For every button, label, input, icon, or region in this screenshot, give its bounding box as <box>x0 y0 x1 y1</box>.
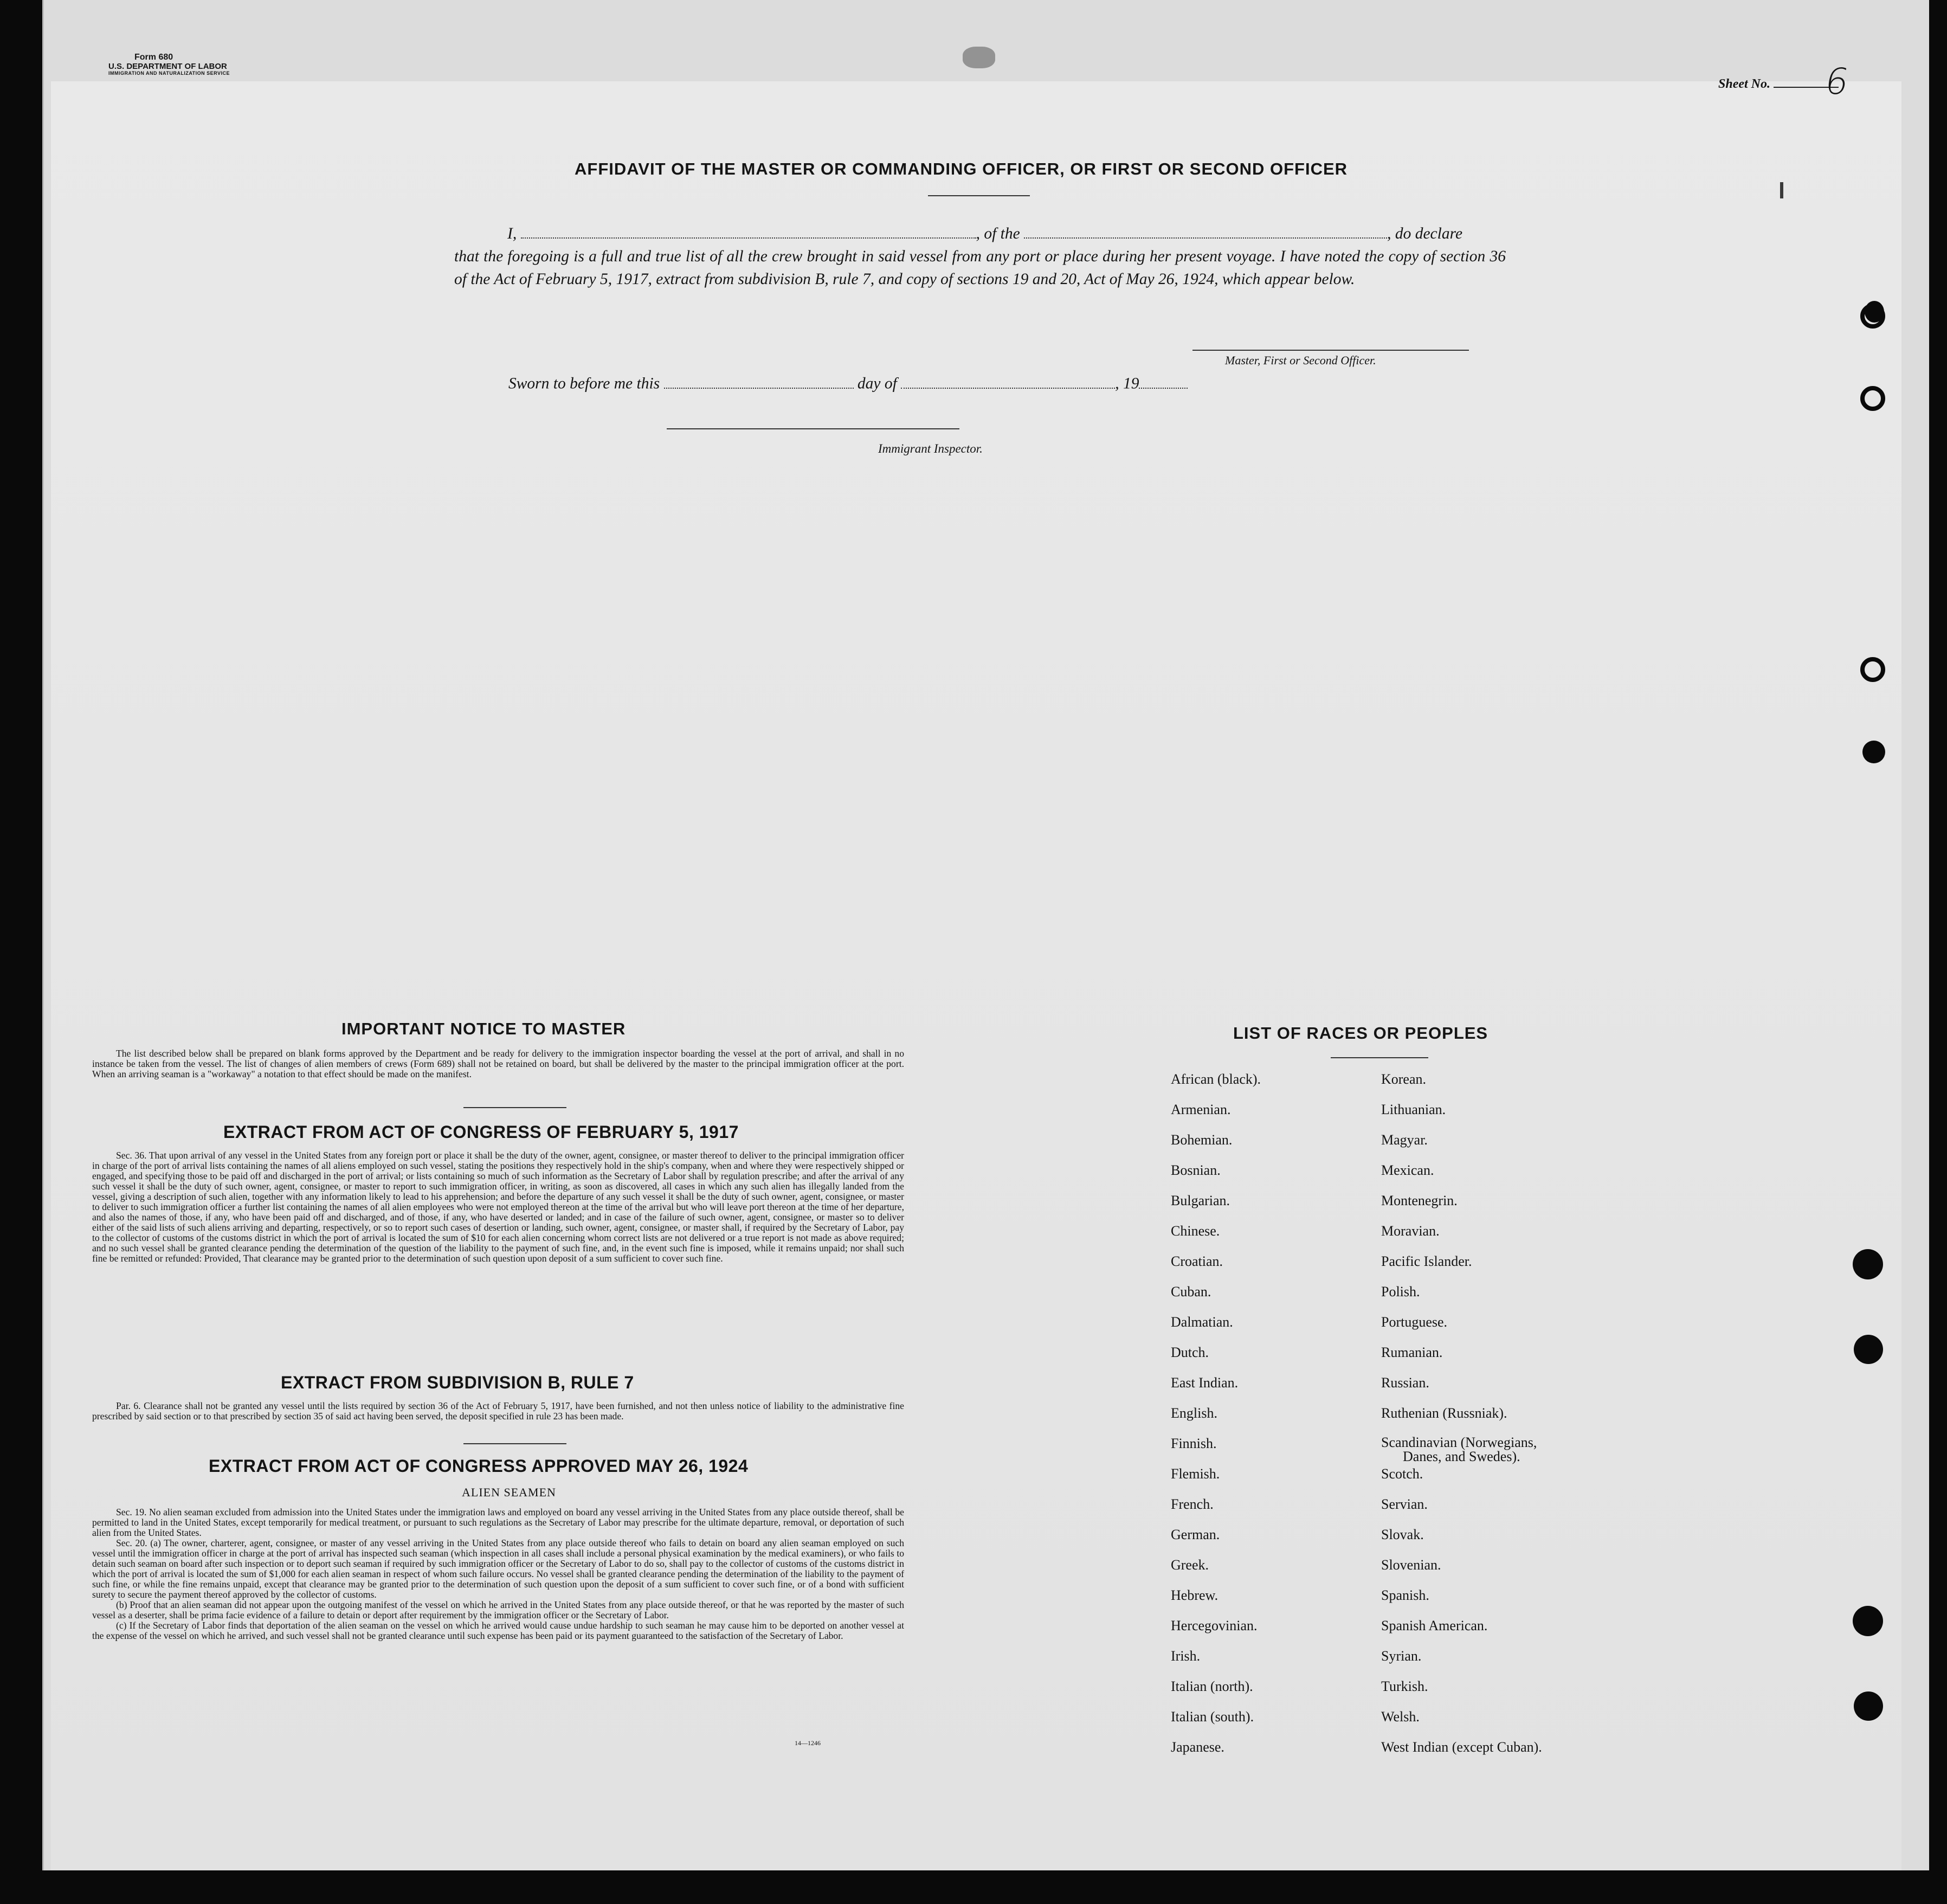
race-item: Polish. <box>1381 1284 1420 1300</box>
race-item: Ruthenian (Russniak). <box>1381 1405 1507 1421</box>
race-item: Japanese. <box>1171 1739 1224 1755</box>
scan-mark <box>963 47 995 68</box>
binder-hole <box>1860 386 1885 411</box>
binder-hole <box>1865 301 1884 323</box>
race-item: French. <box>1171 1496 1214 1512</box>
race-item: Cuban. <box>1171 1284 1211 1300</box>
binder-hole <box>1853 1606 1883 1636</box>
race-item: Slovak. <box>1381 1527 1424 1542</box>
form-header <box>108 53 230 76</box>
race-item: Korean. <box>1381 1071 1427 1087</box>
race-item: Pacific Islander. <box>1381 1253 1472 1269</box>
race-item: Scotch. <box>1381 1466 1423 1482</box>
race-item: Hercegovinian. <box>1171 1618 1258 1633</box>
sheet-number-handwritten: 6 <box>1822 61 1852 102</box>
section-20b: (b) Proof that an alien seaman did not appear upon the outgoing manifest of the vessel on which he arrived in the United States from any place outside thereof, or that he was reported by the master of such vessel as a deserter, shall be prima facie evidence of a failure to detain or deport after requirement by the immigration officer or the Secretary of Labor. <box>92 1599 904 1620</box>
notice-title: IMPORTANT NOTICE TO MASTER <box>341 1019 626 1038</box>
sworn-year-blank <box>1139 373 1188 389</box>
race-item: East Indian. <box>1171 1375 1239 1391</box>
extract-1917-text: Sec. 36. That upon arrival of any vessel in the United States from any foreign port or place it shall be the duty of the owner, agent, consignee, or master thereof to deliver to the principal immigration officer in charge of the port of arrival lists containing the names of all aliens employed on such vessel, stating the positions they respectively hold in the ship's company, when and where they were respectively shipped or engaged, and specifying those to be paid off and discharged in the port of arrival; or lists containing so much of such information as the Secretary of Labor shall by regulation prescribe; and after the arrival of any such vessel it shall be the duty of such owner, agent, consignee, or master to report to such immigration officer, in writing, as soon as discovered, all cases in which any such alien has illegally landed from the vessel, giving a description of such alien, together with any information likely to lead to his apprehension; and before the departure of any such vessel it shall be the duty of such owner, agent, consignee, or master to deliver to such immigration officer a further list containing the names of all alien employees who were not employed thereon at the time of the arrival but who will leave port thereon at the time of her departure, and also the names of those, if any, who have been paid off and discharged, and of those, if any, who have deserted or landed; and in case of the failure of such owner, agent, consignee, or master so to deliver either of the said lists of such aliens arriving and departing, respectively, or so to report such cases of desertion or landing, such owner, agent, consignee, or master shall, if required by the Secretary of Labor, pay to the collector of customs of the customs district in which the port of arrival is located the sum of $10 for each alien concerning whom correct lists are not delivered or a true report is not made as above required; and no such vessel shall be granted clearance pending the determination of the question of the liability to the payment of such fine, and, in the event such fine is imposed, while it remains unpaid; nor shall such fine be remitted or refunded: Provided, That clearance may be granted prior to the determination of such question upon deposit of a sum sufficient to cover such fine. <box>92 1150 904 1264</box>
extract-rule7-text: Par. 6. Clearance shall not be granted any vessel until the lists required by section 36 of the Act of February 5, 1917, have been furnished, and not then unless notice of liability to the administrative fine prescribed by said section or to that prescribed by section 35 of said act having been served, the deposit specified in rule 23 has been made. <box>92 1400 904 1421</box>
race-item: Croatian. <box>1171 1253 1223 1269</box>
scan-mark <box>1780 182 1783 198</box>
race-item: Bohemian. <box>1171 1132 1233 1148</box>
master-signature-caption: Master, First or Second Officer. <box>1225 353 1376 367</box>
race-item: Welsh. <box>1381 1709 1420 1725</box>
extract-1924-text <box>92 1507 904 1641</box>
affidavit-title: AFFIDAVIT OF THE MASTER OR COMMANDING OFFICER, OR FIRST OR SECOND OFFICER <box>575 159 1348 178</box>
race-item: Slovenian. <box>1381 1557 1441 1573</box>
race-item: Irish. <box>1171 1648 1201 1664</box>
inspector-signature-line <box>667 428 959 429</box>
races-right-column <box>1381 1071 1542 1770</box>
race-item: Greek. <box>1171 1557 1209 1573</box>
race-item: West Indian (except Cuban). <box>1381 1739 1542 1755</box>
race-item: Hebrew. <box>1171 1587 1219 1603</box>
binder-hole <box>1862 741 1885 763</box>
race-item: Syrian. <box>1381 1648 1422 1664</box>
race-item: Mexican. <box>1381 1162 1434 1178</box>
race-item: Russian. <box>1381 1375 1429 1391</box>
race-item: Dalmatian. <box>1171 1314 1233 1330</box>
race-item: Italian (south). <box>1171 1709 1254 1725</box>
race-item: Servian. <box>1381 1496 1428 1512</box>
title-divider <box>928 195 1030 196</box>
race-item: Turkish. <box>1381 1678 1428 1694</box>
race-item: German. <box>1171 1527 1220 1542</box>
binder-hole <box>1853 1249 1883 1279</box>
race-item: Bosnian. <box>1171 1162 1221 1178</box>
race-item: Montenegrin. <box>1381 1193 1458 1208</box>
notice-text: The list described below shall be prepared on blank forms approved by the Department and be ready for delivery to the immigration inspector boarding the vessel at the port of arrival, and shall in no instance be taken from the vessel. The list of changes of alien members of crews (Form 689) shall not be retained on board, but shall be delivered by the master to the principal immigration officer at the port. When an arriving seaman is a "workaway" a notation to that effect should be made on the manifest. <box>92 1048 904 1079</box>
declaration-body: that the foregoing is a full and true list of all the crew brought in said vessel from any port or place during her present voyage. I have noted the copy of section 36 of the Act of February 5, 1917, extract from subdivision B, rule 7, and copy of sections 19 and 20, Act of May 26, 1924, which appear below. <box>454 248 1506 288</box>
race-item-scandinavian: Scandinavian (Norwegians, Danes, and Swedes). <box>1381 1435 1537 1464</box>
binder-hole <box>1854 1691 1883 1721</box>
race-item: Magyar. <box>1381 1132 1428 1148</box>
sworn-month-blank <box>901 373 1115 389</box>
race-item: Moravian. <box>1381 1223 1440 1239</box>
race-item: Finnish. <box>1171 1436 1217 1451</box>
service-name: IMMIGRATION AND NATURALIZATION SERVICE <box>108 70 230 76</box>
sworn-statement: Sworn to before me this day of , 19 <box>508 373 1188 393</box>
race-item: Lithuanian. <box>1381 1102 1446 1117</box>
section-20c: (c) If the Secretary of Labor finds that deportation of the alien seaman on the vessel on which he arrived would cause undue hardship to such seaman he may cause him to be deported on another vessel at the expense of the vessel on which he arrived, and such vessel shall not be granted clearance until such expense has been paid or its payment guaranteed to the satisfaction of the Secretary of Labor. <box>92 1620 904 1641</box>
race-item: English. <box>1171 1405 1217 1421</box>
binder-hole <box>1860 657 1885 682</box>
race-item: Italian (north). <box>1171 1678 1253 1694</box>
race-item: Spanish American. <box>1381 1618 1488 1633</box>
races-divider <box>1331 1057 1428 1058</box>
sworn-date-blank <box>664 373 854 389</box>
officer-name-blank <box>521 223 976 239</box>
vessel-name-blank <box>1024 223 1387 239</box>
alien-seamen-subtitle: ALIEN SEAMEN <box>462 1485 556 1499</box>
declaration-line-1: I, , of the , do declare <box>454 222 1506 245</box>
rule7-divider <box>463 1443 566 1444</box>
master-signature-line <box>1192 350 1469 351</box>
race-item: Portuguese. <box>1381 1314 1448 1330</box>
department-name: U.S. DEPARTMENT OF LABOR <box>108 61 227 71</box>
binder-hole <box>1854 1335 1883 1364</box>
print-code: 14—1246 <box>795 1739 821 1747</box>
race-item: African (black). <box>1171 1071 1261 1087</box>
extract-1924-title: EXTRACT FROM ACT OF CONGRESS APPROVED MAY 26, 1924 <box>209 1456 749 1476</box>
section-20a: Sec. 20. (a) The owner, charterer, agent, consignee, or master of any vessel arriving in the United States from any place outside thereof who fails to detain on board any alien seaman employed on such vessel until the immigration officer in charge at the port of arrival has inspected such seaman (which inspection in all cases shall include a personal physical examination by the medical examiners), or who fails to detain such seaman on board after such inspection or to deport such seaman if required by such immigration officer or the Secretary of Labor to do so, shall pay to the collector of customs of the customs district in which the port of arrival is located the sum of $1,000 for each alien seaman in respect of whom such failure occurs. No vessel shall be granted clearance pending the determination of the liability to the payment of such fine, or while the fine remains unpaid, except that clearance may be granted prior to the determination of such question upon the deposit of a sum sufficient to cover such fine, or of a bond with sufficient surety to secure the payment thereof approved by the collector of customs. <box>92 1538 904 1600</box>
race-item: Spanish. <box>1381 1587 1429 1603</box>
inspector-caption: Immigrant Inspector. <box>878 442 983 455</box>
extract-rule7-title: EXTRACT FROM SUBDIVISION B, RULE 7 <box>281 1373 634 1392</box>
form-number: Form 680 <box>134 53 173 62</box>
extract-1917-title: EXTRACT FROM ACT OF CONGRESS OF FEBRUARY 5, 1917 <box>223 1122 739 1142</box>
race-item: Armenian. <box>1171 1102 1231 1117</box>
affidavit-declaration <box>454 222 1506 291</box>
sheet-number-label: Sheet No. <box>1718 77 1839 92</box>
races-left-column <box>1171 1071 1261 1770</box>
notice-divider <box>463 1107 566 1108</box>
race-item: Rumanian. <box>1381 1345 1443 1360</box>
race-item: Bulgarian. <box>1171 1193 1230 1208</box>
section-19: Sec. 19. No alien seaman excluded from admission into the United States under the immigration laws and employed on board any vessel arriving in the United States from any place outside thereof, shall be permitted to land in the United States, except temporarily for medical treatment, or pursuant to such regulations as the Secretary of Labor may prescribe for the ultimate departure, removal, or deportation of such alien from the United States. <box>92 1507 904 1538</box>
race-item: Dutch. <box>1171 1345 1209 1360</box>
race-item: Chinese. <box>1171 1223 1220 1239</box>
race-item: Flemish. <box>1171 1466 1220 1482</box>
races-title: LIST OF RACES OR PEOPLES <box>1233 1024 1488 1043</box>
